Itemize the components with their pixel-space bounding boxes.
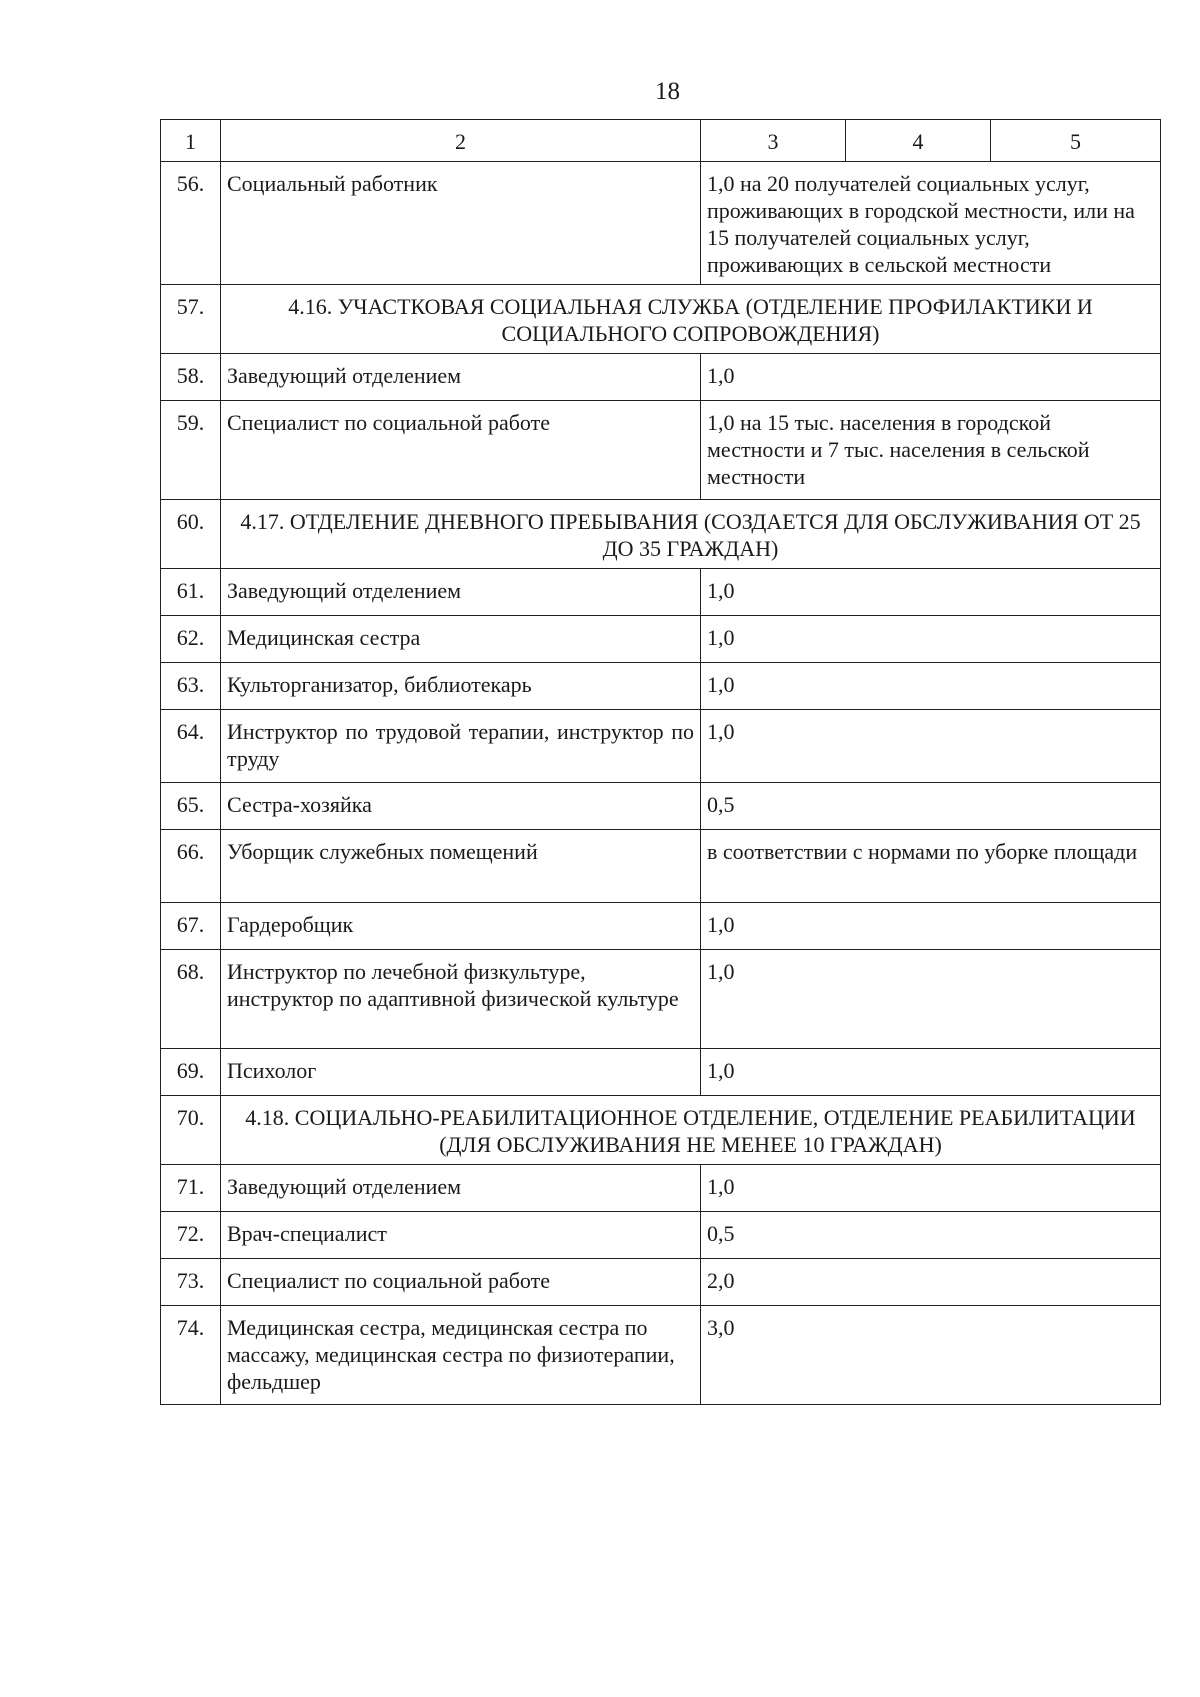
row-number: 70. <box>161 1096 221 1165</box>
position-name: Заведующий отделением <box>221 1165 701 1212</box>
position-name: Заведующий отделением <box>221 569 701 616</box>
row-number: 68. <box>161 950 221 1049</box>
table-row <box>161 1259 1161 1306</box>
position-name: Инструктор по лечебной физкультуре, инструктор по адаптивной физической культуре <box>221 950 701 1049</box>
table-row <box>161 663 1161 710</box>
header-col-2: 2 <box>221 120 701 162</box>
table-row <box>161 1049 1161 1096</box>
row-number: 61. <box>161 569 221 616</box>
position-name: Специалист по социальной работе <box>221 401 701 500</box>
staff-norm: 1,0 <box>701 903 1161 950</box>
section-title: 4.16. УЧАСТКОВАЯ СОЦИАЛЬНАЯ СЛУЖБА (ОТДЕЛЕНИЕ ПРОФИЛАКТИКИ И СОЦИАЛЬНОГО СОПРОВОЖДЕНИЯ) <box>221 285 1161 354</box>
position-name: Сестра-хозяйка <box>221 783 701 830</box>
position-name: Специалист по социальной работе <box>221 1259 701 1306</box>
position-name: Уборщик служебных помещений <box>221 830 701 903</box>
staffing-table <box>160 119 1161 1405</box>
header-col-1: 1 <box>161 120 221 162</box>
staff-norm: 1,0 на 20 получателей социальных услуг, проживающих в городской местности, или на 15 получателей социальных услуг, проживающих в сельской местности <box>701 162 1161 285</box>
table-row <box>161 354 1161 401</box>
row-number: 57. <box>161 285 221 354</box>
row-number: 72. <box>161 1212 221 1259</box>
row-number: 67. <box>161 903 221 950</box>
section-row <box>161 285 1161 354</box>
table-row <box>161 783 1161 830</box>
section-title: 4.17. ОТДЕЛЕНИЕ ДНЕВНОГО ПРЕБЫВАНИЯ (СОЗДАЕТСЯ ДЛЯ ОБСЛУЖИВАНИЯ ОТ 25 ДО 35 ГРАЖДАН) <box>221 500 1161 569</box>
table-row <box>161 1165 1161 1212</box>
section-row <box>161 1096 1161 1165</box>
staff-norm: 1,0 <box>701 1165 1161 1212</box>
header-col-3: 3 <box>701 120 846 162</box>
staff-norm: 0,5 <box>701 1212 1161 1259</box>
row-number: 62. <box>161 616 221 663</box>
row-number: 65. <box>161 783 221 830</box>
staff-norm: 0,5 <box>701 783 1161 830</box>
row-number: 56. <box>161 162 221 285</box>
table-row <box>161 616 1161 663</box>
header-row <box>161 120 1161 162</box>
staff-norm: 1,0 <box>701 950 1161 1049</box>
table-row <box>161 903 1161 950</box>
table-row <box>161 950 1161 1049</box>
staff-norm: 2,0 <box>701 1259 1161 1306</box>
page-number: 18 <box>655 78 680 105</box>
table-row <box>161 401 1161 500</box>
staff-norm: 1,0 <box>701 663 1161 710</box>
position-name: Гардеробщик <box>221 903 701 950</box>
staff-norm: 1,0 <box>701 569 1161 616</box>
staff-norm: 1,0 <box>701 354 1161 401</box>
header-col-5: 5 <box>991 120 1161 162</box>
row-number: 58. <box>161 354 221 401</box>
table-row <box>161 162 1161 285</box>
position-name: Социальный работник <box>221 162 701 285</box>
staff-norm: 1,0 на 15 тыс. населения в городской местности и 7 тыс. населения в сельской местности <box>701 401 1161 500</box>
row-number: 64. <box>161 710 221 783</box>
row-number: 63. <box>161 663 221 710</box>
table-row <box>161 710 1161 783</box>
row-number: 60. <box>161 500 221 569</box>
position-name: Медицинская сестра <box>221 616 701 663</box>
position-name: Инструктор по трудовой терапии, инструктор по труду <box>221 710 701 783</box>
staff-norm: 3,0 <box>701 1306 1161 1405</box>
position-name: Психолог <box>221 1049 701 1096</box>
position-name: Врач-специалист <box>221 1212 701 1259</box>
table-row <box>161 830 1161 903</box>
row-number: 71. <box>161 1165 221 1212</box>
staff-norm: в соответствии с нормами по уборке площади <box>701 830 1161 903</box>
row-number: 69. <box>161 1049 221 1096</box>
row-number: 66. <box>161 830 221 903</box>
section-title: 4.18. СОЦИАЛЬНО-РЕАБИЛИТАЦИОННОЕ ОТДЕЛЕНИЕ, ОТДЕЛЕНИЕ РЕАБИЛИТАЦИИ (ДЛЯ ОБСЛУЖИВАНИЯ НЕ МЕНЕЕ 10 ГРАЖДАН) <box>221 1096 1161 1165</box>
staff-norm: 1,0 <box>701 616 1161 663</box>
staff-norm: 1,0 <box>701 1049 1161 1096</box>
section-row <box>161 500 1161 569</box>
staff-norm: 1,0 <box>701 710 1161 783</box>
table-row <box>161 1212 1161 1259</box>
header-col-4: 4 <box>846 120 991 162</box>
table-row <box>161 569 1161 616</box>
position-name: Медицинская сестра, медицинская сестра по массажу, медицинская сестра по физиотерапии, фельдшер <box>221 1306 701 1405</box>
table-row <box>161 1306 1161 1405</box>
position-name: Заведующий отделением <box>221 354 701 401</box>
row-number: 74. <box>161 1306 221 1405</box>
position-name: Культорганизатор, библиотекарь <box>221 663 701 710</box>
row-number: 73. <box>161 1259 221 1306</box>
row-number: 59. <box>161 401 221 500</box>
